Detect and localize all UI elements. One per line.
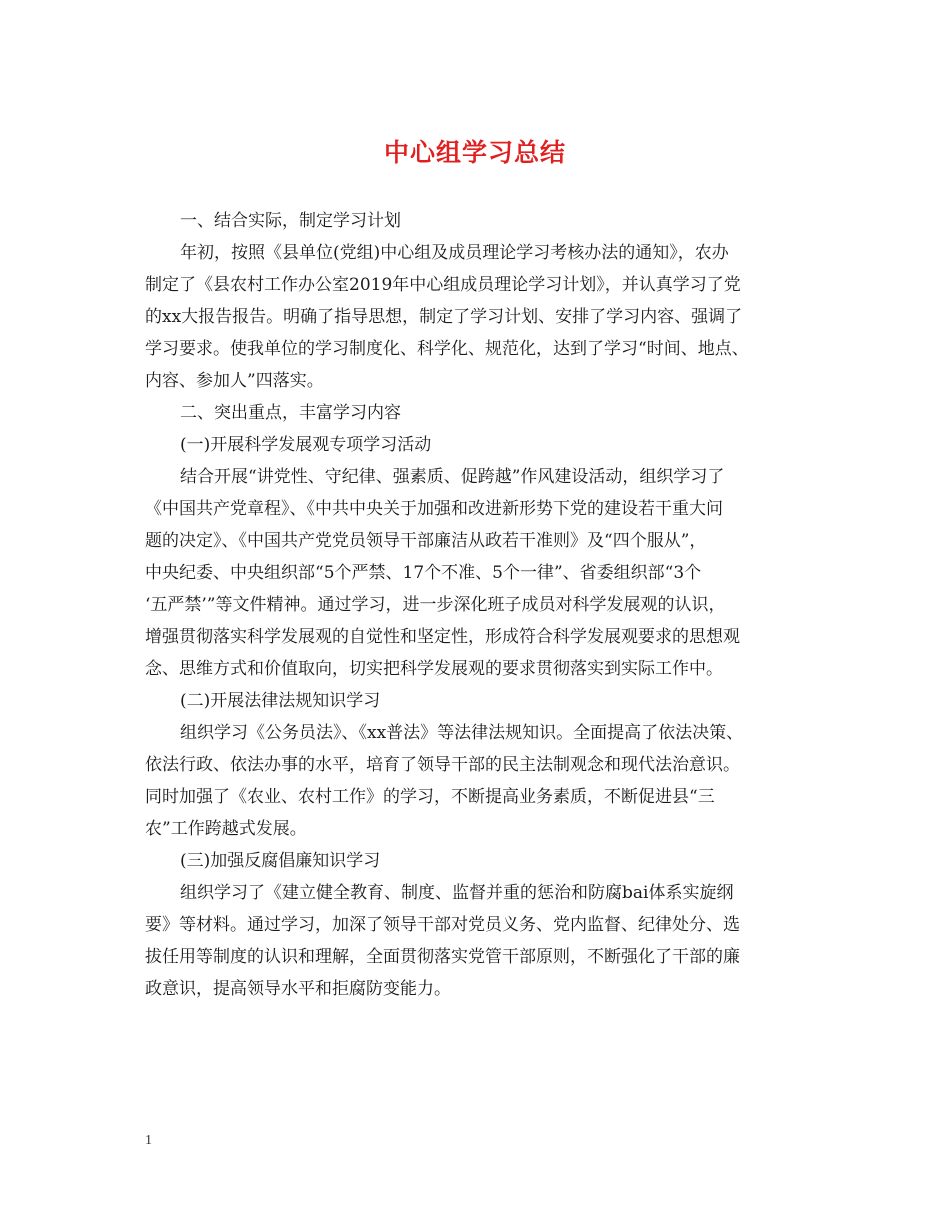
text-line: 拔任用等制度的认识和理解，全面贯彻落实党管干部原则，不断强化了干部的廉 [145,947,740,967]
text-line: ‘五严禁’”等文件精神。通过学习，进一步深化班子成员对科学发展观的认识， [145,595,726,615]
text-line: 题的决定》、《中国共产党党员领导干部廉洁从政若干准则》及“四个服从”， [145,531,707,551]
text-line: 《中国共产党章程》、《中共中央关于加强和改进新形势下党的建设若干重大问 [145,499,723,519]
text-line: 年初，按照《县单位(党组)中心组及成员理论学习考核办法的通知》，农办 [180,243,729,263]
text-line: (三)加强反腐倡廉知识学习 [180,851,381,871]
text-line: 二、突出重点，丰富学习内容 [180,403,401,423]
text-line: 同时加强了《农业、农村工作》的学习，不断提高业务素质，不断促进县“三 [145,787,715,807]
text-line: 农”工作跨越式发展。 [145,819,307,839]
text-line: 依法行政、依法办事的水平，培育了领导干部的民主法制观念和现代法治意识。 [145,755,740,775]
text-line: 中央纪委、中央组织部“5个严禁、17个不准、5个一律”、省委组织部“3个 [145,563,702,583]
text-line: (一)开展科学发展观专项学习活动 [180,435,432,455]
text-line: 结合开展“讲党性、守纪律、强素质、促跨越”作风建设活动，组织学习了 [180,467,725,487]
text-line: 要》等材料。通过学习，加深了领导干部对党员义务、党内监督、纪律处分、选 [145,915,740,935]
text-line: 组织学习《公务员法》、《xx普法》等法律法规知识。全面提高了依法决策、 [180,723,744,743]
document-title: 中心组学习总结 [383,138,566,167]
text-line: 的xx大报告报告。明确了指导思想，制定了学习计划、安排了学习内容、强调了 [145,307,743,327]
text-line: 增强贯彻落实科学发展观的自觉性和坚定性，形成符合科学发展观要求的思想观 [145,627,740,647]
text-line: 学习要求。使我单位的学习制度化、科学化、规范化，达到了学习“时间、地点、 [145,339,749,359]
text-line: (二)开展法律法规知识学习 [180,691,381,711]
text-line: 组织学习了《建立健全教育、制度、监督并重的惩治和防腐bai体系实旋纲 [180,883,734,903]
text-line: 政意识，提高领导水平和拒腐防变能力。 [145,979,451,999]
text-line: 制定了《县农村工作办公室2019年中心组成员理论学习计划》，并认真学习了党 [145,275,741,295]
text-line: 内容、参加人”四落实。 [145,371,324,391]
text-line: 一、结合实际，制定学习计划 [180,211,401,231]
page-number: 1 [145,1133,152,1148]
document-body [145,205,810,1005]
text-line: 念、思维方式和价值取向，切实把科学发展观的要求贯彻落实到实际工作中。 [145,659,723,679]
